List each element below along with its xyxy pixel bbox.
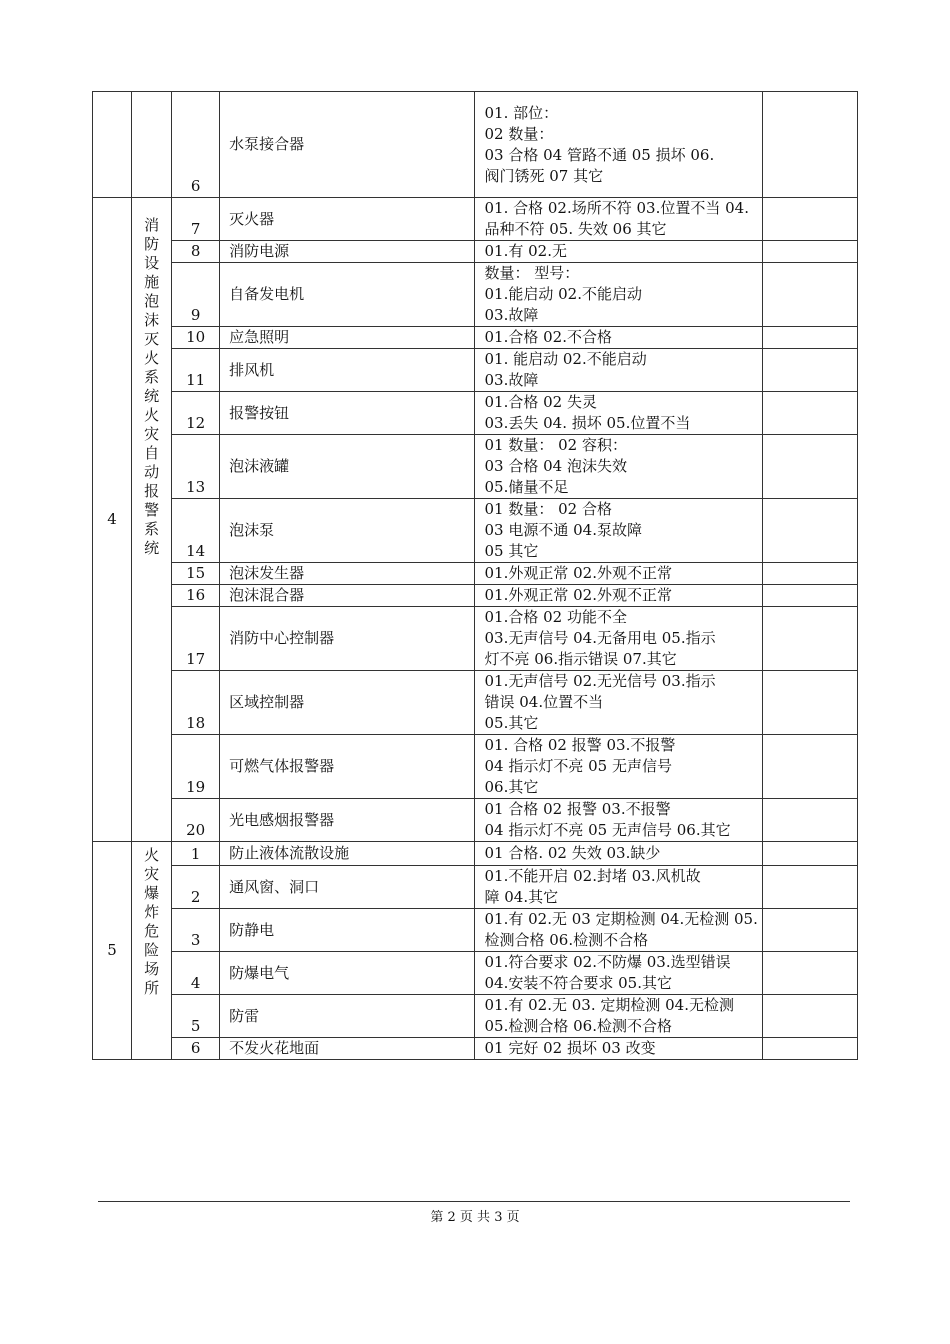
group-number — [93, 92, 132, 198]
table-row — [93, 995, 858, 1038]
option-line: 障 04.其它 — [484, 888, 559, 906]
table-row — [93, 671, 858, 735]
item-options — [475, 866, 762, 909]
result-cell[interactable] — [762, 392, 857, 435]
result-cell[interactable] — [762, 995, 857, 1038]
item-options — [475, 563, 762, 585]
option-line: 01.合格 02.不合格 — [484, 328, 612, 346]
result-cell[interactable] — [762, 92, 857, 198]
result-cell[interactable] — [762, 241, 857, 263]
group-number: 5 — [93, 842, 132, 1060]
item-number: 2 — [172, 866, 220, 909]
item-number: 8 — [172, 241, 220, 263]
option-line: 01.外观正常 02.外观不正常 — [484, 564, 672, 582]
result-cell[interactable] — [762, 909, 857, 952]
option-line: 03 电源不通 04.泵故障 — [484, 521, 642, 539]
option-line: 灯不亮 06.指示错误 07.其它 — [484, 650, 677, 668]
option-line: 06.其它 — [484, 778, 539, 796]
option-line: 04 指示灯不亮 05 无声信号 — [484, 757, 672, 775]
item-options — [475, 671, 762, 735]
result-cell[interactable] — [762, 585, 857, 607]
option-line: 05.其它 — [484, 714, 539, 732]
item-options — [475, 198, 762, 241]
footer-rule — [98, 1201, 850, 1202]
table-row — [93, 435, 858, 499]
item-name: 消防电源 — [220, 241, 475, 263]
option-line: 01. 合格 02 报警 03.不报警 — [484, 736, 676, 754]
option-line: 01.无声信号 02.无光信号 03.指示 — [484, 672, 716, 690]
item-number: 12 — [172, 392, 220, 435]
item-name: 泡沫液罐 — [220, 435, 475, 499]
option-line: 检测合格 06.检测不合格 — [484, 931, 649, 949]
option-line: 01.合格 02 失灵 — [484, 393, 597, 411]
option-line: 05 其它 — [484, 542, 539, 560]
item-options — [475, 735, 762, 799]
item-number: 20 — [172, 799, 220, 842]
item-name: 不发火花地面 — [220, 1038, 475, 1060]
item-number: 6 — [172, 92, 220, 198]
option-line: 04 指示灯不亮 05 无声信号 06.其它 — [484, 821, 731, 839]
result-cell[interactable] — [762, 799, 857, 842]
result-cell[interactable] — [762, 671, 857, 735]
table-row — [93, 909, 858, 952]
table-row — [93, 842, 858, 866]
option-line: 03.故障 — [484, 371, 539, 389]
option-line: 01.合格 02 功能不全 — [484, 608, 627, 626]
table-row — [93, 735, 858, 799]
item-name: 防止液体流散设施 — [220, 842, 475, 866]
item-options — [475, 799, 762, 842]
category-label: 消防设施 泡沫灭火系统 火灾自动报警系统 — [144, 216, 169, 557]
result-cell[interactable] — [762, 198, 857, 241]
item-number: 14 — [172, 499, 220, 563]
option-line: 数量： 型号： — [484, 264, 580, 282]
item-number: 13 — [172, 435, 220, 499]
option-line: 01.不能开启 02.封堵 03.风机故 — [484, 867, 701, 885]
category-cell — [132, 198, 172, 842]
item-name: 防雷 — [220, 995, 475, 1038]
category-label: 火灾爆炸危险场所 — [144, 846, 160, 997]
inspection-table — [92, 91, 858, 1060]
item-name: 灭火器 — [220, 198, 475, 241]
option-line: 03 合格 04 管路不通 05 损坏 06. — [484, 145, 715, 164]
item-number: 15 — [172, 563, 220, 585]
item-options — [475, 909, 762, 952]
item-options — [475, 435, 762, 499]
option-line: 01.符合要求 02.不防爆 03.选型错误 — [484, 953, 731, 971]
group-number: 4 — [93, 198, 132, 842]
item-options — [475, 349, 762, 392]
item-options — [475, 585, 762, 607]
option-line: 阀门锈死 07 其它 — [484, 166, 604, 185]
item-number: 17 — [172, 607, 220, 671]
table-row — [93, 92, 858, 198]
table-row — [93, 198, 858, 241]
table-row — [93, 799, 858, 842]
option-line: 01. 合格 02.场所不符 03.位置不当 04. — [484, 199, 749, 217]
item-name: 防爆电气 — [220, 952, 475, 995]
option-line: 01. 能启动 02.不能启动 — [484, 350, 647, 368]
item-options — [475, 92, 762, 198]
option-line: 03.丢失 04. 损坏 05.位置不当 — [484, 414, 691, 432]
item-number: 6 — [172, 1038, 220, 1060]
item-name: 自备发电机 — [220, 263, 475, 327]
table-row — [93, 392, 858, 435]
option-line: 错误 04.位置不当 — [484, 693, 604, 711]
item-name: 区域控制器 — [220, 671, 475, 735]
item-name: 泡沫泵 — [220, 499, 475, 563]
item-name: 报警按钮 — [220, 392, 475, 435]
option-line: 01 合格 02 报警 03.不报警 — [484, 800, 671, 818]
result-cell[interactable] — [762, 435, 857, 499]
item-name: 可燃气体报警器 — [220, 735, 475, 799]
table-row — [93, 952, 858, 995]
table-row — [93, 563, 858, 585]
result-cell[interactable] — [762, 263, 857, 327]
item-number: 11 — [172, 349, 220, 392]
item-name: 消防中心控制器 — [220, 607, 475, 671]
result-cell[interactable] — [762, 1038, 857, 1060]
result-cell[interactable] — [762, 499, 857, 563]
page-number: 第 2 页 共 3 页 — [430, 1210, 520, 1225]
item-options — [475, 263, 762, 327]
table-row — [93, 607, 858, 671]
item-name: 应急照明 — [220, 327, 475, 349]
item-options — [475, 392, 762, 435]
option-line: 01 完好 02 损坏 03 改变 — [484, 1039, 656, 1057]
table-row — [93, 1038, 858, 1060]
item-number: 7 — [172, 198, 220, 241]
table-row — [93, 241, 858, 263]
option-line: 01.外观正常 02.外观不正常 — [484, 586, 672, 604]
item-options — [475, 842, 762, 866]
result-cell[interactable] — [762, 607, 857, 671]
option-line: 品种不符 05. 失效 06 其它 — [484, 220, 667, 238]
item-options — [475, 499, 762, 563]
result-cell[interactable] — [762, 563, 857, 585]
option-line: 01.有 02.无 — [484, 242, 567, 260]
result-cell[interactable] — [762, 866, 857, 909]
item-options — [475, 241, 762, 263]
result-cell[interactable] — [762, 735, 857, 799]
option-line: 04.安装不符合要求 05.其它 — [484, 974, 672, 992]
item-name: 水泵接合器 — [220, 92, 475, 198]
option-line: 05.储量不足 — [484, 478, 569, 496]
option-line: 03.无声信号 04.无备用电 05.指示 — [484, 629, 716, 647]
item-number: 3 — [172, 909, 220, 952]
item-number: 10 — [172, 327, 220, 349]
item-number: 16 — [172, 585, 220, 607]
option-line: 01 合格. 02 失效 03.缺少 — [484, 844, 661, 862]
option-line: 03 合格 04 泡沫失效 — [484, 457, 627, 475]
item-number: 5 — [172, 995, 220, 1038]
option-line: 01.有 02.无 03 定期检测 04.无检测 05. — [484, 910, 758, 928]
item-number: 9 — [172, 263, 220, 327]
table-row — [93, 263, 858, 327]
option-line: 03.故障 — [484, 306, 539, 324]
item-number: 18 — [172, 671, 220, 735]
option-line: 02 数量： — [484, 124, 554, 143]
option-line: 01.有 02.无 03. 定期检测 04.无检测 — [484, 996, 734, 1014]
result-cell[interactable] — [762, 842, 857, 866]
item-name: 通风窗、洞口 — [220, 866, 475, 909]
item-name: 泡沫混合器 — [220, 585, 475, 607]
item-name: 泡沫发生器 — [220, 563, 475, 585]
item-name: 防静电 — [220, 909, 475, 952]
option-line: 01 数量： 02 合格 — [484, 500, 612, 518]
option-line: 01.能启动 02.不能启动 — [484, 285, 642, 303]
category-cell — [132, 842, 172, 1060]
item-options — [475, 952, 762, 995]
option-line: 01. 部位： — [484, 103, 559, 122]
item-number: 1 — [172, 842, 220, 866]
item-name: 光电感烟报警器 — [220, 799, 475, 842]
result-cell[interactable] — [762, 327, 857, 349]
item-options — [475, 995, 762, 1038]
option-line: 05.检测合格 06.检测不合格 — [484, 1017, 672, 1035]
table-row — [93, 349, 858, 392]
category-cell — [132, 92, 172, 198]
table-row — [93, 499, 858, 563]
item-number: 4 — [172, 952, 220, 995]
table-row — [93, 327, 858, 349]
table-row — [93, 866, 858, 909]
result-cell[interactable] — [762, 952, 857, 995]
item-options — [475, 1038, 762, 1060]
result-cell[interactable] — [762, 349, 857, 392]
option-line: 01 数量： 02 容积： — [484, 436, 627, 454]
item-number: 19 — [172, 735, 220, 799]
item-options — [475, 327, 762, 349]
item-name: 排风机 — [220, 349, 475, 392]
item-options — [475, 607, 762, 671]
table-row — [93, 585, 858, 607]
